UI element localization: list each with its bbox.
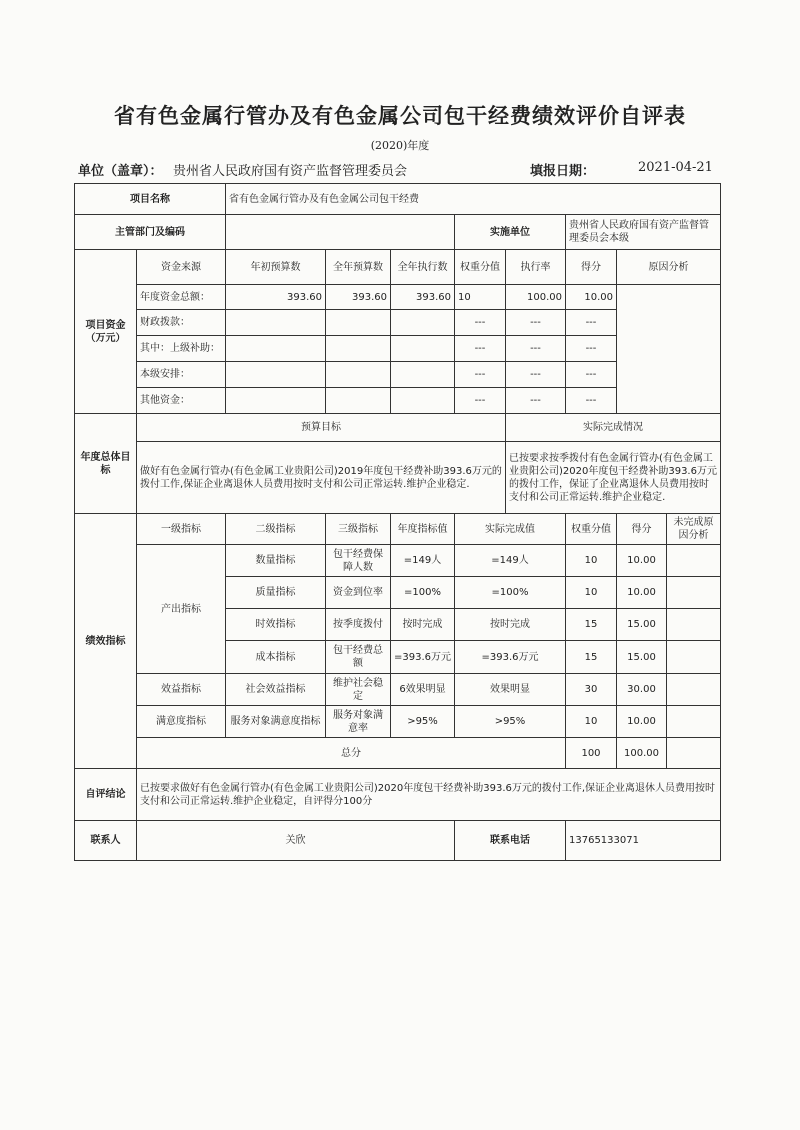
- perf-header: 得分: [617, 514, 667, 545]
- date-value: 2021-04-21: [638, 160, 713, 175]
- fund-rate: 100.00: [506, 285, 566, 310]
- fund-initial: [226, 388, 326, 414]
- perf-target: >95%: [391, 706, 455, 738]
- fund-executed: [391, 336, 455, 362]
- fund-score: ---: [566, 388, 617, 414]
- perf-score: 10.00: [617, 577, 667, 609]
- perf-weight: 30: [566, 674, 617, 706]
- perf-weight: 10: [566, 545, 617, 577]
- perf-score: 15.00: [617, 641, 667, 674]
- perf-actual: 效果明显: [455, 674, 566, 706]
- perf-level2: 数量指标: [226, 545, 326, 577]
- perf-score: 15.00: [617, 609, 667, 641]
- perf-row: [75, 706, 721, 738]
- benefit-level1: 效益指标: [137, 674, 226, 706]
- total-row: [75, 738, 721, 769]
- perf-actual: >95%: [455, 706, 566, 738]
- fund-source: 年度资金总额：: [137, 285, 226, 310]
- perf-level2: 质量指标: [226, 577, 326, 609]
- perf-level3: 包干经费保障人数: [326, 545, 391, 577]
- fund-executed: [391, 388, 455, 414]
- perf-header: 未完成原因分析: [667, 514, 721, 545]
- fund-weight: 10: [455, 285, 506, 310]
- funds-header: 年初预算数: [226, 250, 326, 285]
- impl-value: 贵州省人民政府国有资产监督管理委员会本级: [566, 215, 721, 250]
- perf-level2: 成本指标: [226, 641, 326, 674]
- funds-header: 原因分析: [617, 250, 721, 285]
- perf-target: 按时完成: [391, 609, 455, 641]
- unit-value: 贵州省人民政府国有资产监督管理委员会: [173, 164, 408, 179]
- funds-header: 得分: [566, 250, 617, 285]
- perf-actual: =100%: [455, 577, 566, 609]
- fund-rate: ---: [506, 388, 566, 414]
- fund-executed: [391, 362, 455, 388]
- funds-header: 权重分值: [455, 250, 506, 285]
- funds-header: 全年预算数: [326, 250, 391, 285]
- total-reason: [667, 738, 721, 769]
- conclusion-label: 自评结论: [75, 769, 137, 821]
- fund-source: 其中：上级补助：: [137, 336, 226, 362]
- project-name-label: 项目名称: [75, 184, 226, 215]
- date-label: 填报日期：: [530, 164, 596, 179]
- actual-goal-text: 已按要求按季拨付有色金属行管办(有色金属工业贵阳公司)2020年度包干经费补助393.6万元的拨付工作，保证了企业离退休人员费用按时支付和公司正常运转.维护企业稳定.: [506, 442, 721, 514]
- dept-label: 主管部门及编码: [75, 215, 226, 250]
- conclusion-text: 已按要求做好有色金属行管办(有色金属工业贵阳公司)2020年度包干经费补助393.6万元的拨付工作,保证企业离退休人员费用按时支付和公司正常运转.维护企业稳定，自评得分100分: [137, 769, 721, 821]
- fund-annual: [326, 310, 391, 336]
- performance-side-label: 绩效指标: [75, 514, 137, 769]
- unit-label: 单位（盖章）：: [78, 164, 163, 179]
- fund-initial: [226, 310, 326, 336]
- perf-reason: [667, 609, 721, 641]
- fund-source: 其他资金：: [137, 388, 226, 414]
- perf-level2: 社会效益指标: [226, 674, 326, 706]
- fund-score: ---: [566, 362, 617, 388]
- perf-score: 10.00: [617, 545, 667, 577]
- fund-annual: [326, 362, 391, 388]
- perf-header: 年度指标值: [391, 514, 455, 545]
- fund-rate: ---: [506, 310, 566, 336]
- perf-header: 二级指标: [226, 514, 326, 545]
- fund-source: 本级安排：: [137, 362, 226, 388]
- perf-level2: 服务对象满意度指标: [226, 706, 326, 738]
- perf-level2: 时效指标: [226, 609, 326, 641]
- perf-reason: [667, 674, 721, 706]
- document-title: 省有色金属行管办及有色金属公司包干经费绩效评价自评表: [114, 103, 686, 128]
- contact-name: 关欣: [137, 821, 455, 861]
- funds-header: 全年执行数: [391, 250, 455, 285]
- funds-header: 资金来源: [137, 250, 226, 285]
- fund-executed: [391, 310, 455, 336]
- perf-header: 三级指标: [326, 514, 391, 545]
- evaluation-table: [74, 183, 721, 861]
- contact-label: 联系人: [75, 821, 137, 861]
- perf-header: 实际完成值: [455, 514, 566, 545]
- perf-reason: [667, 545, 721, 577]
- budget-goal-header: 预算目标: [137, 414, 506, 442]
- budget-goal-text: 做好有色金属行管办(有色金属工业贵阳公司)2019年度包干经费补助393.6万元的拨付工作,保证企业离退休人员费用按时支付和公司正常运转.维护企业稳定.: [137, 442, 506, 514]
- perf-row: [75, 545, 721, 577]
- fund-rate: ---: [506, 336, 566, 362]
- funds-side-label: 项目资金（万元）: [75, 250, 137, 414]
- goals-side-label: 年度总体目标: [75, 414, 137, 514]
- output-level1: 产出指标: [137, 545, 226, 674]
- phone-label: 联系电话: [455, 821, 566, 861]
- fund-rate: ---: [506, 362, 566, 388]
- perf-header: 一级指标: [137, 514, 226, 545]
- fund-annual: [326, 388, 391, 414]
- impl-label: 实施单位: [455, 215, 566, 250]
- fund-weight: ---: [455, 362, 506, 388]
- perf-target: =393.6万元: [391, 641, 455, 674]
- fund-weight: ---: [455, 310, 506, 336]
- perf-reason: [667, 706, 721, 738]
- fund-score: ---: [566, 310, 617, 336]
- perf-score: 30.00: [617, 674, 667, 706]
- fund-score: 10.00: [566, 285, 617, 310]
- perf-actual: =149人: [455, 545, 566, 577]
- perf-score: 10.00: [617, 706, 667, 738]
- fund-initial: 393.60: [226, 285, 326, 310]
- phone-value: 13765133071: [566, 821, 721, 861]
- fund-initial: [226, 362, 326, 388]
- funds-row: [75, 285, 721, 310]
- total-weight: 100: [566, 738, 617, 769]
- fund-annual: 393.60: [326, 285, 391, 310]
- perf-level3: 按季度拨付: [326, 609, 391, 641]
- perf-weight: 15: [566, 641, 617, 674]
- perf-weight: 10: [566, 577, 617, 609]
- perf-target: 6效果明显: [391, 674, 455, 706]
- project-name-value: 省有色金属行管办及有色金属公司包干经费: [226, 184, 721, 215]
- perf-level3: 包干经费总额: [326, 641, 391, 674]
- dept-value: [226, 215, 455, 250]
- fund-score: ---: [566, 336, 617, 362]
- perf-target: =100%: [391, 577, 455, 609]
- perf-level3: 资金到位率: [326, 577, 391, 609]
- fund-reason: [617, 285, 721, 414]
- fund-executed: 393.60: [391, 285, 455, 310]
- funds-header: 执行率: [506, 250, 566, 285]
- perf-level3: 维护社会稳定: [326, 674, 391, 706]
- perf-weight: 15: [566, 609, 617, 641]
- perf-reason: [667, 641, 721, 674]
- total-score: 100.00: [617, 738, 667, 769]
- perf-level3: 服务对象满意率: [326, 706, 391, 738]
- fund-initial: [226, 336, 326, 362]
- perf-actual: 按时完成: [455, 609, 566, 641]
- fund-source: 财政拨款：: [137, 310, 226, 336]
- perf-row: [75, 674, 721, 706]
- perf-reason: [667, 577, 721, 609]
- fund-weight: ---: [455, 336, 506, 362]
- perf-weight: 10: [566, 706, 617, 738]
- year-label: (2020)年度: [370, 139, 430, 152]
- perf-actual: =393.6万元: [455, 641, 566, 674]
- fund-weight: ---: [455, 388, 506, 414]
- fund-annual: [326, 336, 391, 362]
- satisfaction-level1: 满意度指标: [137, 706, 226, 738]
- total-label: 总分: [137, 738, 566, 769]
- perf-header: 权重分值: [566, 514, 617, 545]
- actual-goal-header: 实际完成情况: [506, 414, 721, 442]
- perf-target: =149人: [391, 545, 455, 577]
